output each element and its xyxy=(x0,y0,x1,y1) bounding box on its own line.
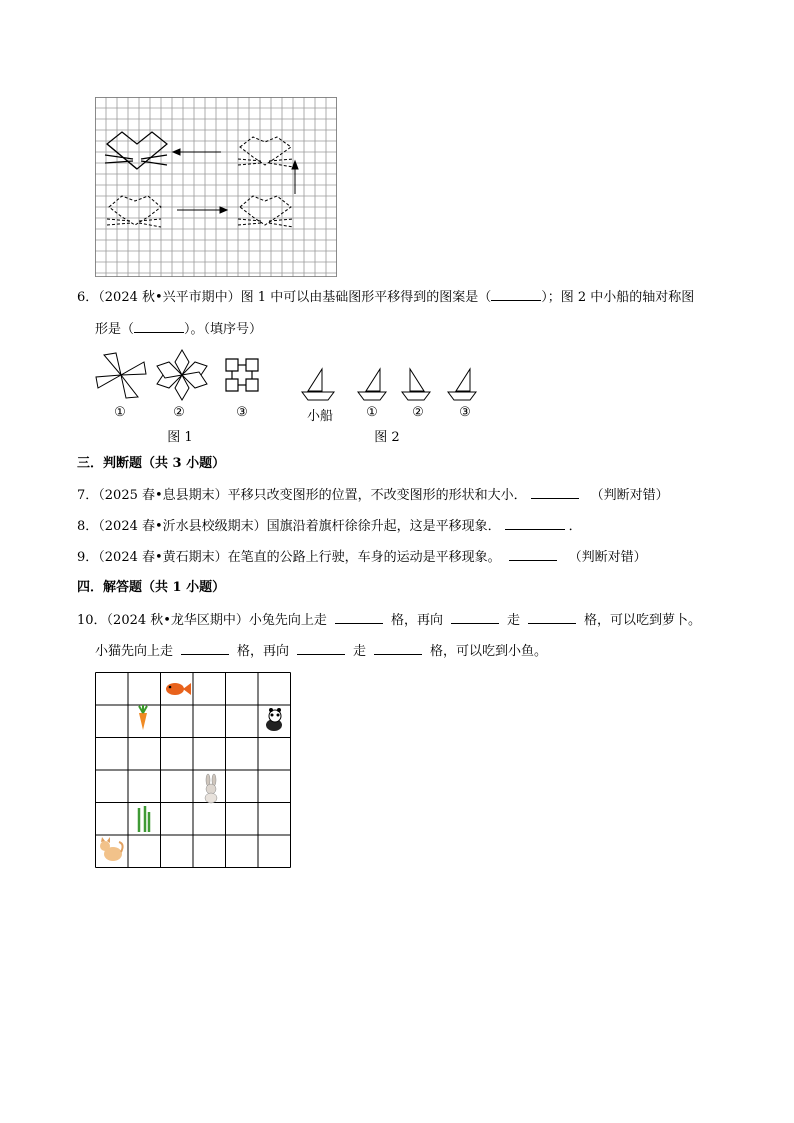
q10-l1-a: 10．（2024 秋•龙华区期中）小兔先向上走 xyxy=(77,613,327,628)
q6-blank-1[interactable] xyxy=(491,288,541,301)
boats-figure xyxy=(300,365,480,403)
section3-title: 三．判断题（共 3 小题） xyxy=(77,456,226,471)
q10-l2-c: 走 xyxy=(353,644,367,659)
q7-suffix: （判断对错） xyxy=(590,488,669,503)
fig2-label-boat: 小船 xyxy=(306,409,333,424)
fig1-label-2: ② xyxy=(173,405,185,420)
fig2-label-3: ③ xyxy=(459,405,471,420)
q7-text: 7．（2025 春•息县期末）平移只改变图形的位置，不改变图形的形状和大小． xyxy=(77,488,527,503)
fig1-label-3: ③ xyxy=(236,405,248,420)
q6-line2-b: ）。（填序号） xyxy=(184,322,263,337)
fish-icon xyxy=(166,683,191,695)
q10-l1-d: 格，可以吃到萝卜。 xyxy=(583,613,701,628)
q10-line1 xyxy=(77,611,701,630)
panda-icon xyxy=(266,708,282,731)
q9-text: 9．（2024 春•黄石期末）在笔直的公路上行驶，车身的运动是平移现象。 xyxy=(77,550,501,565)
q8-blank[interactable] xyxy=(505,517,565,530)
q6-text-b: ）；图 2 中小船的轴对称图 xyxy=(541,290,695,305)
q10-blank-5[interactable] xyxy=(297,642,345,655)
q6-text-a: 6．（2024 秋•兴平市期中）图 1 中可以由基础图形平移得到的图案是（ xyxy=(77,290,492,305)
q8-line xyxy=(77,517,582,536)
q9-blank[interactable] xyxy=(509,548,557,561)
heart-shape-solid xyxy=(105,132,167,169)
fig2-caption: 图 2 xyxy=(374,430,400,445)
q8-suffix: ． xyxy=(568,519,582,534)
q6-line2 xyxy=(95,320,262,339)
q10-line2 xyxy=(95,642,547,661)
q10-l2-b: 格，再向 xyxy=(237,644,290,659)
carrot-icon xyxy=(139,705,147,730)
fig2-label-1: ① xyxy=(366,405,378,420)
translation-grid-figure xyxy=(95,97,337,277)
q10-l2-a: 小猫先向上走 xyxy=(95,644,174,659)
q6-line2-a: 形是（ xyxy=(95,322,135,337)
q10-l2-d: 格，可以吃到小鱼。 xyxy=(430,644,548,659)
q7-line xyxy=(77,486,669,505)
q10-blank-2[interactable] xyxy=(451,611,499,624)
cat-icon xyxy=(100,837,123,861)
q7-blank[interactable] xyxy=(531,486,579,499)
bamboo-icon xyxy=(139,806,149,832)
animal-grid xyxy=(95,672,292,869)
q6-line1 xyxy=(77,288,694,307)
q10-blank-1[interactable] xyxy=(335,611,383,624)
star-flower-shape xyxy=(155,348,209,402)
rabbit-icon xyxy=(205,774,217,803)
q6-blank-2[interactable] xyxy=(134,320,184,333)
section4-title: 四．解答题（共 1 小题） xyxy=(77,580,226,595)
fig1-caption: 图 1 xyxy=(167,430,193,445)
q10-blank-3[interactable] xyxy=(528,611,576,624)
square-pattern-shape xyxy=(222,355,262,395)
q10-l1-c: 走 xyxy=(506,613,520,628)
windmill-shape xyxy=(94,350,148,400)
q8-text: 8．（2024 春•沂水县校级期末）国旗沿着旗杆徐徐升起，这是平移现象． xyxy=(77,519,501,534)
q9-line xyxy=(77,548,647,567)
q10-blank-6[interactable] xyxy=(374,642,422,655)
fig1-label-1: ① xyxy=(114,405,126,420)
q9-suffix: （判断对错） xyxy=(568,550,647,565)
q10-blank-4[interactable] xyxy=(181,642,229,655)
q10-l1-b: 格，再向 xyxy=(390,613,443,628)
fig2-label-2: ② xyxy=(412,405,424,420)
